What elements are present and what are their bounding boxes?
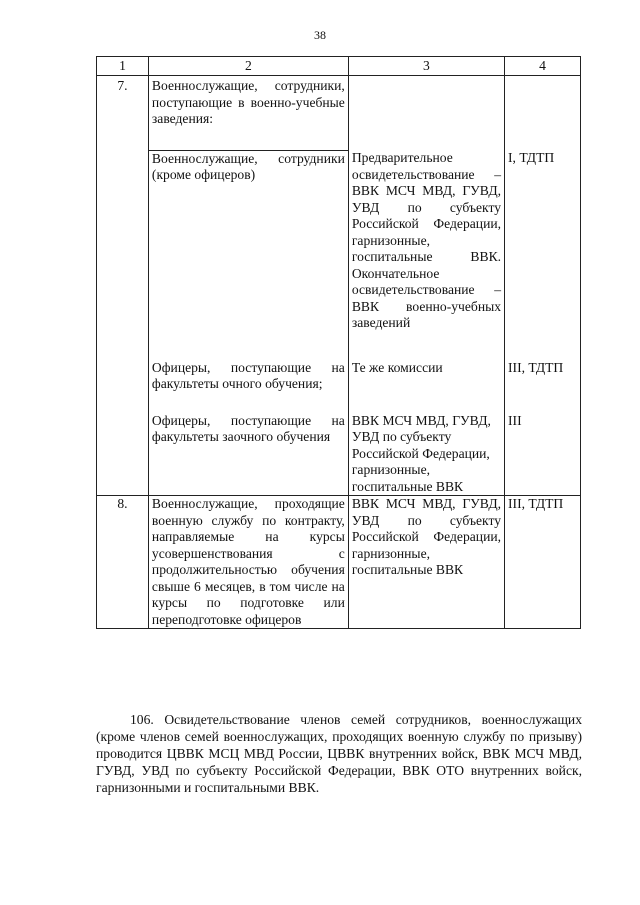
column-header-3: 3 — [348, 57, 504, 76]
row-7-sub-officers-fulltime — [97, 360, 581, 413]
paragraph-106 — [96, 711, 582, 796]
row-7-sub3-commission: ВВК МСЧ МВД, ГУВД, УВД по субъекту Российской Федерации, гарнизонные, госпитальные ВВК — [348, 413, 504, 496]
row-7-sub1-commission: Предварительное освидетельствование – ВВК МСЧ МВД, ГУВД, УВД по субъекту Российской Федерации, гарнизонные, госпитальные ВВК. Окончательное освидетельствование – ВВК военно-учебных заведений — [348, 150, 504, 360]
row-7-sub3-column: III — [505, 413, 581, 496]
row-7-sub1-column: I, ТДТП — [505, 150, 581, 360]
row-7-sub2-category: Офицеры, поступающие на факультеты очного обучения; — [148, 360, 348, 413]
row-7-sub2-column: III, ТДТП — [505, 360, 581, 413]
row-7-sub-officers-extramural — [97, 413, 581, 496]
row-7-sub1-category: Военнослужащие, сотрудники (кроме офицеров) — [148, 150, 348, 360]
row-7-intro: Военнослужащие, сотрудники, поступающие в военно-учебные заведения: — [148, 76, 348, 151]
row-8-category: Военнослужащие, проходящие военную службу по контракту, направляемые на курсы усовершенствования с продолжительностью обучения свыше 6 месяцев, в том числе на курсы по подготовке или переподготовке офицеров — [148, 496, 348, 629]
row-8-number: 8. — [117, 496, 128, 511]
row-7-sub3-category: Офицеры, поступающие на факультеты заочного обучения — [148, 413, 348, 496]
medical-commission-table — [96, 56, 581, 629]
table-row-8 — [97, 496, 581, 629]
row-7-intro-c3 — [348, 76, 504, 151]
row-7-intro-c4 — [505, 76, 581, 151]
table-header-row — [97, 57, 581, 76]
paragraph-106-text: 106. Освидетельствование членов семей сотрудников, военнослужащих (кроме членов семей военнослужащих, проходящих военную службу по призыву) проводится ЦВВК МСЦ МВД России, ЦВВК внутренних войск, ВВК МСЧ МВД, ГУВД, УВД по субъекту Российской Федерации, ВВК ОТО внутренних войск, гарнизонными и госпитальными ВВК. — [96, 712, 582, 795]
column-header-1: 1 — [97, 57, 149, 76]
column-header-4: 4 — [505, 57, 581, 76]
row-7-sub2-commission: Те же комиссии — [348, 360, 504, 413]
row-8-column: III, ТДТП — [505, 496, 581, 629]
table-row-7 — [97, 76, 581, 151]
page-number: 38 — [314, 28, 326, 42]
row-8-number-cell — [97, 496, 149, 629]
row-7-number: 7. — [117, 78, 128, 93]
row-8-commission: ВВК МСЧ МВД, ГУВД, УВД по субъекту Российской Федерации, гарнизонные, госпитальные ВВК — [348, 496, 504, 629]
row-7-number-cell — [97, 76, 149, 496]
row-7-sub-non-officers — [97, 150, 581, 360]
column-header-2: 2 — [148, 57, 348, 76]
